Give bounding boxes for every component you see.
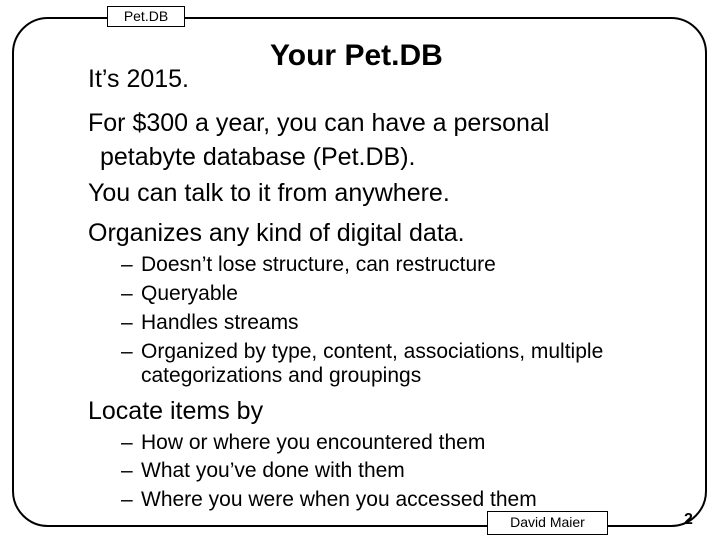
sub-bullet-organized	[121, 340, 603, 364]
bullet-talk: You can talk to it from anywhere.	[88, 179, 450, 207]
dash-marker: –	[121, 253, 133, 276]
sub-bullet-text: Queryable	[141, 282, 238, 305]
footer-author: David Maier	[487, 511, 608, 535]
sub-bullet-text: Doesn’t lose structure, can restructure	[141, 253, 496, 276]
sub-bullet-queryable	[121, 282, 238, 306]
sub-bullet-encountered	[121, 431, 485, 455]
sub-bullet-done	[121, 459, 405, 483]
dash-marker: –	[121, 459, 133, 482]
sub-bullet-where	[121, 488, 537, 512]
bullet-price-continued: petabyte database (Pet.DB).	[100, 143, 416, 171]
sub-bullet-text: What you’ve done with them	[141, 459, 405, 482]
dash-marker: –	[121, 431, 133, 454]
sub-bullet-text: Where you were when you accessed them	[141, 488, 537, 511]
sub-bullet-organized-continued: categorizations and groupings	[141, 364, 422, 387]
sub-bullet-structure	[121, 253, 496, 277]
sub-bullet-text: Handles streams	[141, 311, 299, 334]
bullet-organizes: Organizes any kind of digital data.	[88, 219, 465, 247]
bullet-price: For $300 a year, you can have a personal	[88, 109, 550, 137]
bullet-year: It’s 2015.	[88, 65, 190, 93]
dash-marker: –	[121, 282, 133, 305]
page-number: 2	[684, 511, 693, 528]
dash-marker: –	[121, 488, 133, 511]
dash-marker: –	[121, 340, 133, 363]
header-tab: Pet.DB	[107, 6, 185, 27]
slide-title: Your Pet.DB	[270, 39, 443, 72]
sub-bullet-text: How or where you encountered them	[141, 431, 486, 454]
dash-marker: –	[121, 311, 133, 334]
sub-bullet-streams	[121, 311, 299, 335]
sub-bullet-text: Organized by type, content, associations, multiple	[141, 340, 604, 363]
bullet-locate: Locate items by	[88, 397, 264, 425]
